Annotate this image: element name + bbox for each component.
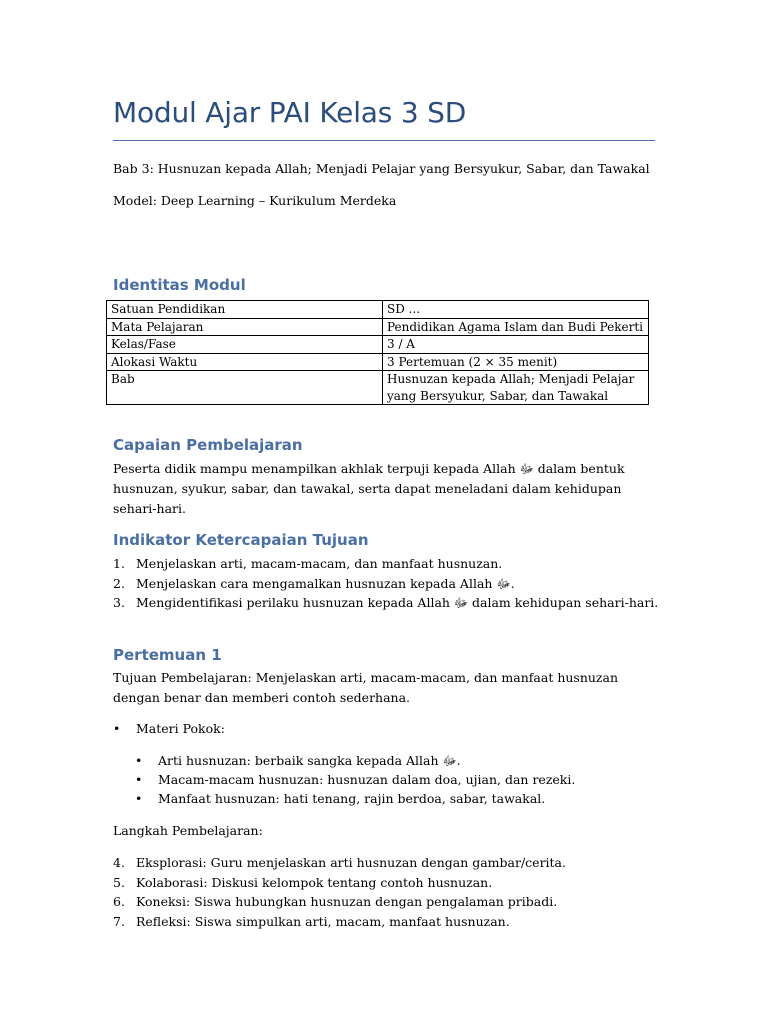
- title-underline: [113, 140, 655, 141]
- pertemuan1-heading: Pertemuan 1: [113, 646, 222, 664]
- indikator-list: [113, 554, 658, 613]
- table-cell-value: 3 / A: [383, 336, 649, 354]
- indikator-heading: Indikator Ketercapaian Tujuan: [113, 531, 369, 549]
- list-item: [135, 789, 545, 808]
- table-row: [107, 336, 649, 354]
- table-cell-value: Husnuzan kepada Allah; Menjadi Pelajar yang Bersyukur, Sabar, dan Tawakal: [383, 371, 649, 405]
- list-number: 4.: [113, 855, 125, 870]
- list-text: Mengidentifikasi perilaku husnuzan kepada Allah ﷻ dalam kehidupan sehari-hari.: [136, 595, 659, 610]
- langkah-list: [113, 853, 566, 931]
- bullet-icon: •: [135, 772, 143, 787]
- identitas-heading: Identitas Modul: [113, 276, 246, 294]
- list-item: [113, 554, 658, 574]
- list-text: Menjelaskan arti, macam-macam, dan manfaat husnuzan.: [136, 556, 503, 571]
- list-item: [113, 593, 658, 613]
- list-item: [113, 853, 566, 873]
- bullet-icon: •: [113, 721, 121, 736]
- list-text: Manfaat husnuzan: hati tenang, rajin berdoa, sabar, tawakal.: [158, 791, 546, 806]
- table-cell-value: Pendidikan Agama Islam dan Budi Pekerti: [383, 318, 649, 336]
- list-text: Menjelaskan cara mengamalkan husnuzan kepada Allah ﷻ.: [136, 575, 515, 591]
- list-text: Kolaborasi: Diskusi kelompok tentang contoh husnuzan.: [136, 874, 493, 890]
- chapter-line: Bab 3: Husnuzan kepada Allah; Menjadi Pelajar yang Bersyukur, Sabar, dan Tawakal: [113, 161, 650, 176]
- capaian-heading: Capaian Pembelajaran: [113, 436, 303, 454]
- table-cell-label: Alokasi Waktu: [107, 353, 383, 371]
- table-row: [107, 318, 649, 336]
- list-item: [135, 770, 575, 789]
- list-number: 2.: [113, 575, 125, 591]
- model-line: Model: Deep Learning – Kurikulum Merdeka: [113, 193, 397, 208]
- list-text: Macam-macam husnuzan: husnuzan dalam doa, ujian, dan rezeki.: [158, 772, 576, 787]
- page-title: Modul Ajar PAI Kelas 3 SD: [113, 96, 467, 129]
- list-number: 1.: [113, 556, 125, 571]
- materi-bullet: [113, 719, 225, 738]
- table-row: [107, 301, 649, 319]
- langkah-label: Langkah Pembelajaran:: [113, 823, 263, 838]
- list-number: 6.: [113, 894, 125, 909]
- list-text: Refleksi: Siswa simpulkan arti, macam, manfaat husnuzan.: [136, 913, 510, 929]
- table-cell-label: Satuan Pendidikan: [107, 301, 383, 319]
- tujuan-paragraph: Tujuan Pembelajaran: Menjelaskan arti, macam-macam, dan manfaat husnuzan dengan benar dan memberi contoh sederhana.: [113, 670, 619, 705]
- table-row: [107, 353, 649, 371]
- identitas-table: [106, 300, 649, 405]
- bullet-icon: •: [135, 791, 143, 806]
- list-item: [113, 892, 566, 912]
- list-text: Koneksi: Siswa hubungkan husnuzan dengan pengalaman pribadi.: [136, 894, 558, 909]
- table-cell-label: Mata Pelajaran: [107, 318, 383, 336]
- table-cell-value: 3 Pertemuan (2 × 35 menit): [383, 353, 649, 371]
- list-item: [113, 574, 658, 594]
- list-item: [113, 873, 566, 893]
- bullet-icon: •: [135, 753, 143, 768]
- materi-label: Materi Pokok:: [136, 721, 225, 736]
- capaian-paragraph: Peserta didik mampu menampilkan akhlak terpuji kepada Allah ﷻ dalam bentuk husnuzan, syukur, sabar, dan tawakal, serta dapat meneladani dalam kehidupan sehari-hari.: [113, 461, 625, 516]
- list-item: [135, 751, 461, 770]
- table-cell-label: Bab: [107, 371, 383, 405]
- table-cell-value: SD ...: [383, 301, 649, 319]
- list-number: 7.: [113, 913, 125, 929]
- table-row: [107, 371, 649, 405]
- list-text: Arti husnuzan: berbaik sangka kepada Allah ﷻ.: [158, 753, 461, 768]
- list-number: 5.: [113, 874, 125, 890]
- table-cell-label: Kelas/Fase: [107, 336, 383, 354]
- list-item: [113, 912, 566, 932]
- list-number: 3.: [113, 595, 125, 610]
- list-text: Eksplorasi: Guru menjelaskan arti husnuzan dengan gambar/cerita.: [136, 855, 566, 870]
